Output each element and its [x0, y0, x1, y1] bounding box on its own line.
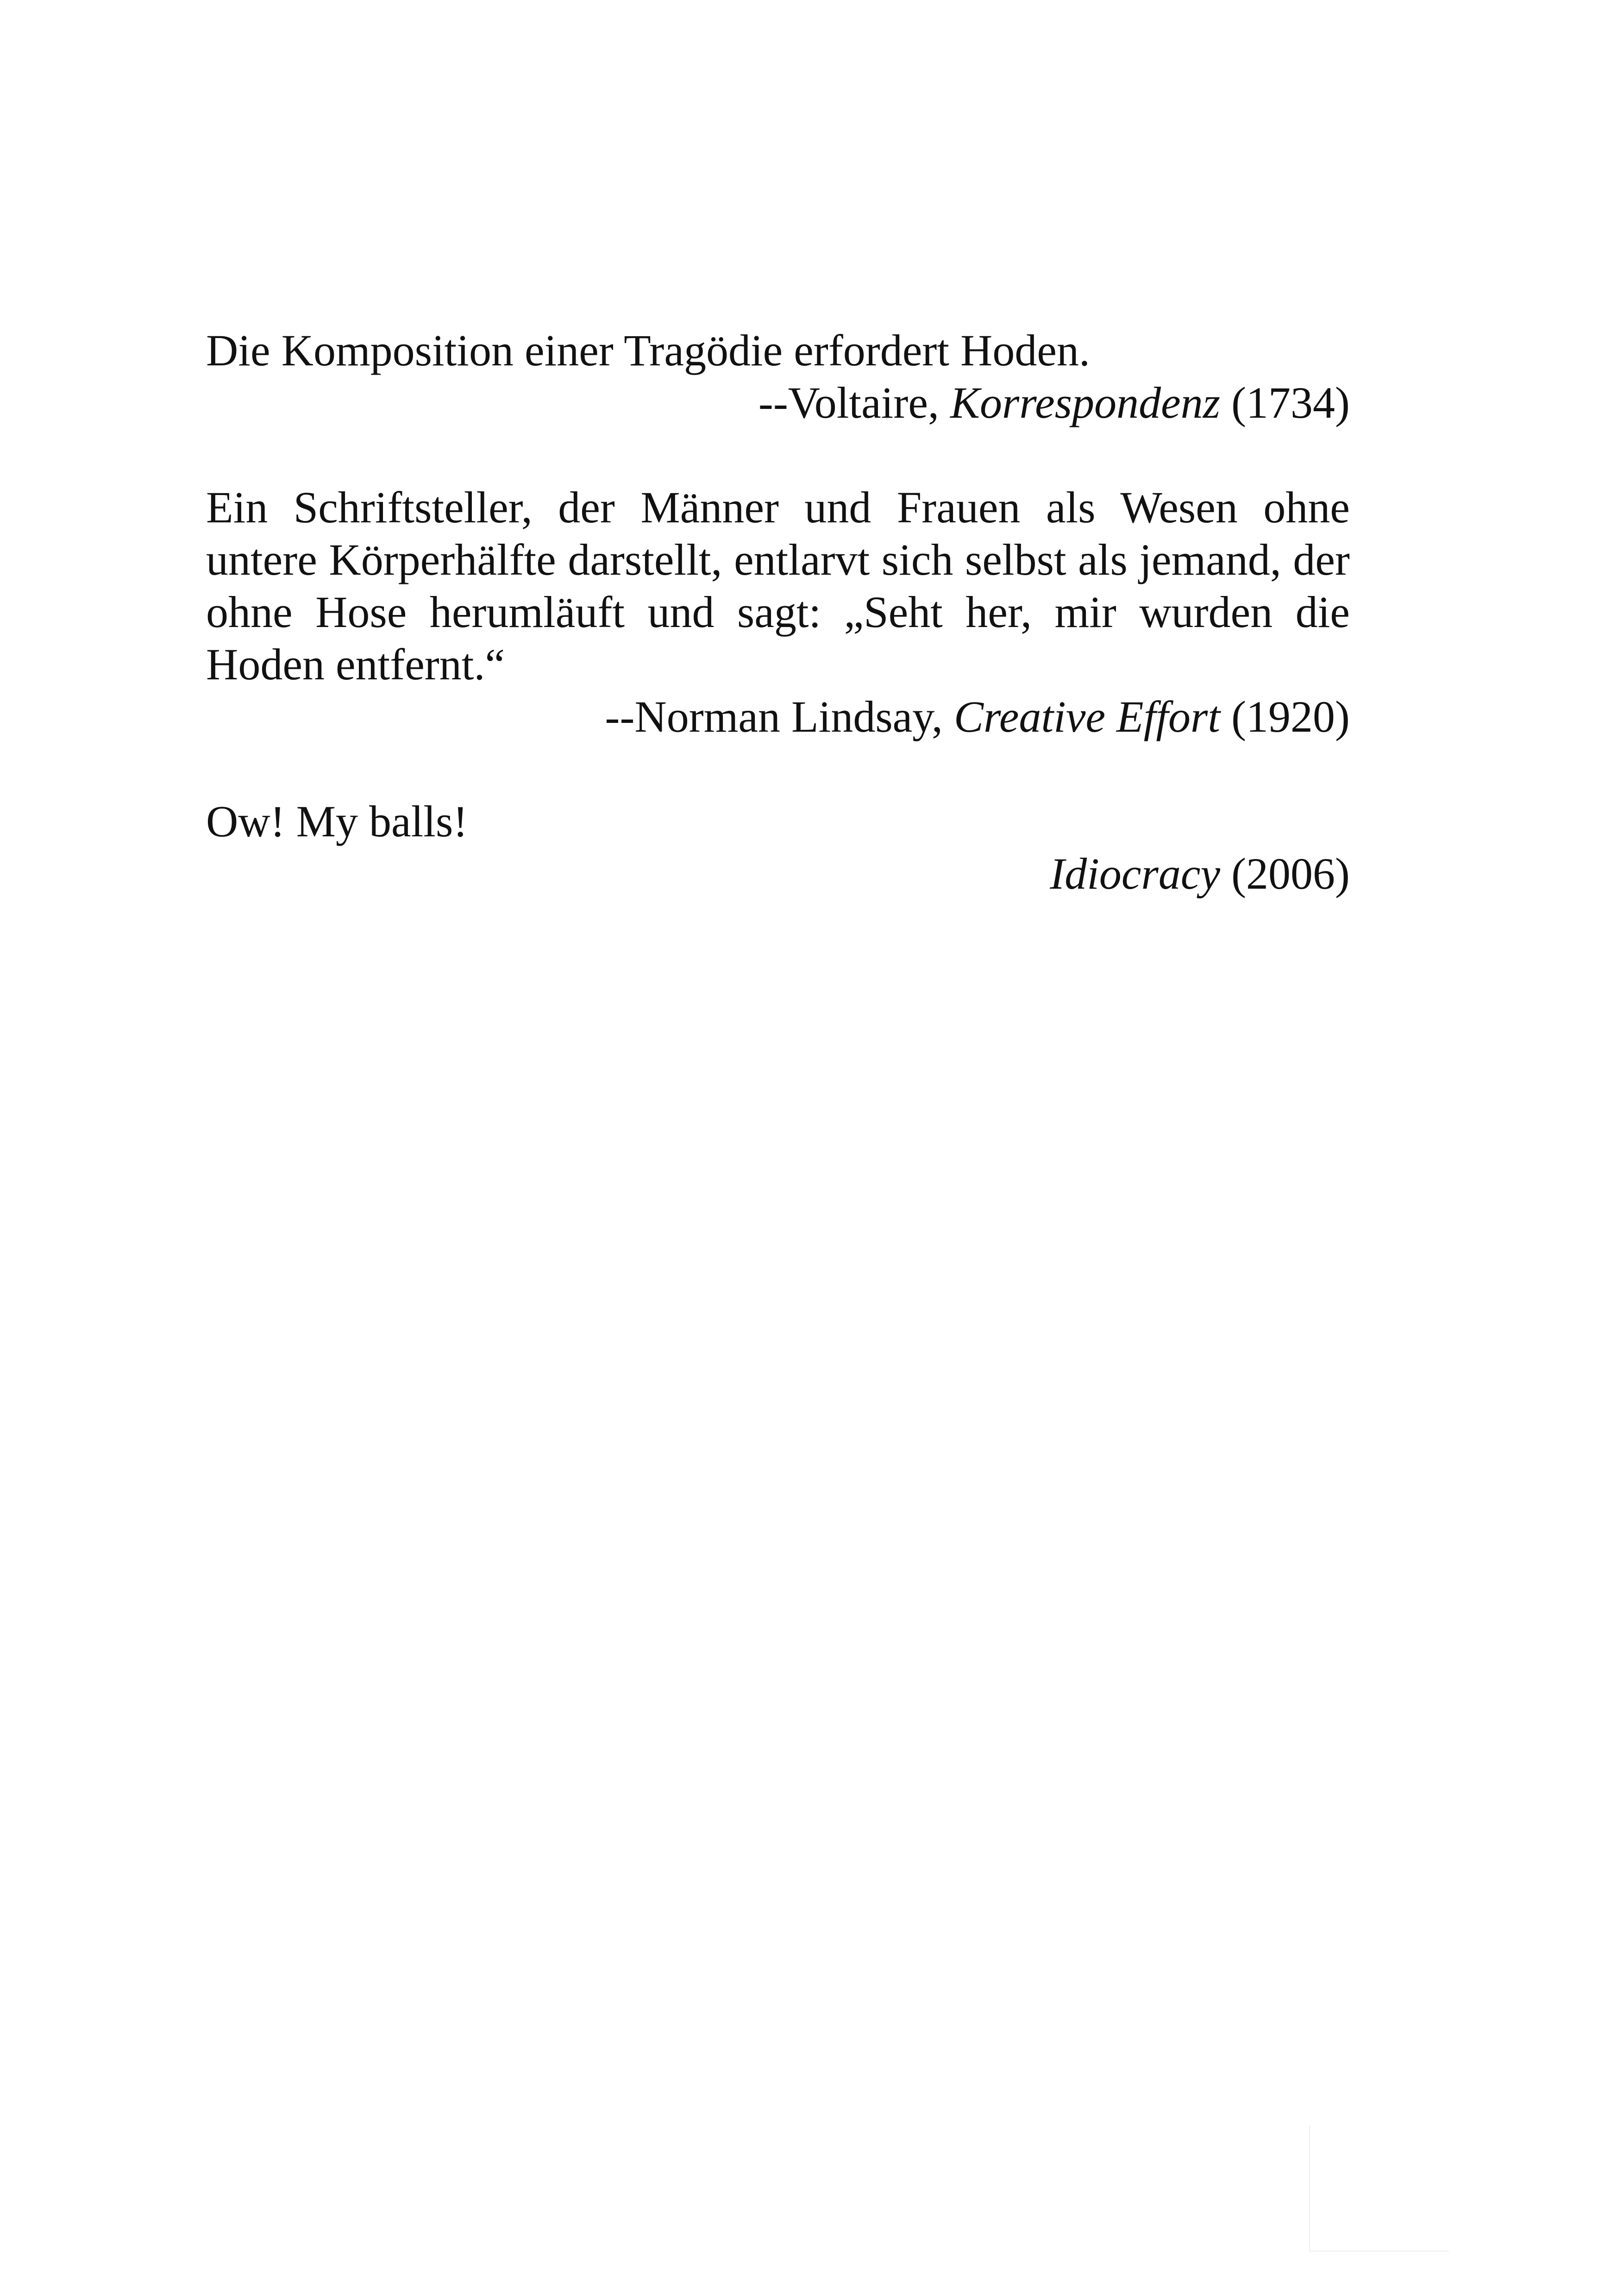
quote-idiocracy: Ow! My balls!	[206, 797, 468, 846]
attribution-idiocracy	[206, 847, 1350, 900]
attribution-voltaire	[206, 376, 1350, 429]
attribution-work: Creative Effort	[954, 692, 1221, 741]
attribution-prefix: --Voltaire,	[758, 378, 950, 427]
attribution-year: (1920)	[1220, 692, 1350, 741]
attribution-work: Idiocracy	[1050, 849, 1221, 898]
attribution-work: Korrespondenz	[950, 378, 1221, 427]
spacer	[206, 429, 1350, 481]
quote-lindsay: Ein Schriftsteller, der Männer und Frauen als Wesen ohne untere Körperhälfte darstellt, entlarvt sich selbst als jemand, der ohne Hose herumläuft und sagt: „Seht her, mir wurden die Hoden entfernt.“	[206, 483, 1350, 689]
epigraph-block	[206, 324, 1350, 900]
attribution-year: (1734)	[1220, 378, 1350, 427]
spacer	[206, 743, 1350, 795]
quote-voltaire: Die Komposition einer Tragödie erfordert Hoden.	[206, 326, 1090, 375]
attribution-year: (2006)	[1220, 849, 1350, 898]
attribution-prefix: --Norman Lindsay,	[605, 692, 954, 741]
corner-mark	[1309, 2126, 1449, 2252]
attribution-lindsay	[206, 690, 1350, 743]
